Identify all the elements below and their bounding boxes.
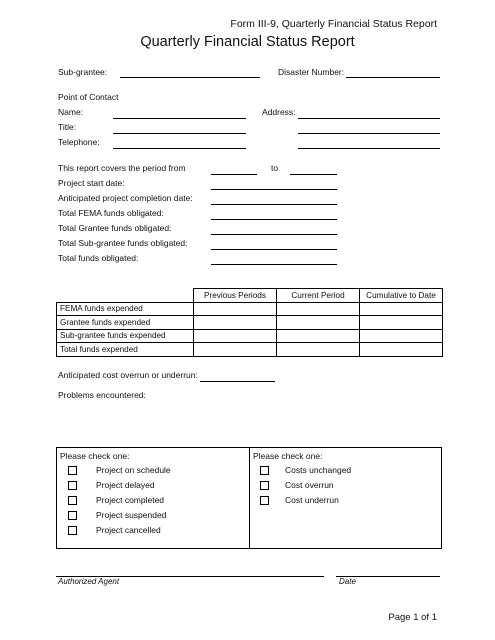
table-cell[interactable] [360, 329, 443, 343]
left-check-heading: Please check one: [60, 451, 130, 461]
table-row [57, 302, 443, 316]
project-start-field[interactable] [211, 179, 337, 190]
funds-expended-table [56, 288, 443, 357]
table-cell[interactable] [194, 343, 277, 357]
completion-date-field[interactable] [211, 194, 337, 205]
table-cell[interactable] [277, 329, 360, 343]
table-cell[interactable] [194, 302, 277, 316]
authorized-agent-label: Authorized Agent [58, 577, 120, 586]
status-checklist [56, 447, 442, 549]
subgrantee-label: Sub-grantee: [58, 67, 108, 77]
cost-overrun-field[interactable] [200, 371, 275, 382]
point-of-contact-heading: Point of Contact [58, 92, 119, 102]
table-cell[interactable] [360, 343, 443, 357]
table-row [57, 316, 443, 330]
table-cell[interactable] [360, 316, 443, 330]
checkbox[interactable] [68, 466, 77, 475]
name-field[interactable] [113, 108, 246, 119]
title-label: Title: [58, 122, 77, 132]
row-label: Total funds expended [57, 343, 194, 357]
total-obligated-label: Total funds obligated: [58, 253, 139, 263]
checkbox[interactable] [68, 511, 77, 520]
address-field-3[interactable] [298, 138, 440, 149]
address-label: Address: [262, 107, 296, 117]
column-header: Cumulative to Date [360, 289, 443, 303]
cost-overrun-label: Anticipated cost overrun or underrun: [58, 370, 198, 380]
subgrantee-obligated-field[interactable] [211, 239, 337, 250]
fema-obligated-field[interactable] [211, 209, 337, 220]
address-field-1[interactable] [298, 108, 440, 119]
report-period-label: This report covers the period from [58, 163, 186, 173]
option-label: Project delayed [96, 480, 155, 490]
option-label: Costs unchanged [285, 465, 352, 475]
row-label: Sub-grantee funds expended [57, 329, 194, 343]
fema-obligated-label: Total FEMA funds obligated: [58, 208, 164, 218]
checkbox[interactable] [260, 481, 269, 490]
telephone-field[interactable] [113, 138, 246, 149]
column-header: Current Period [277, 289, 360, 303]
checkbox[interactable] [260, 466, 269, 475]
title-field[interactable] [113, 123, 246, 134]
date-label: Date [339, 577, 356, 586]
table-cell[interactable] [194, 329, 277, 343]
period-to-field[interactable] [290, 164, 337, 175]
completion-date-label: Anticipated project completion date: [58, 193, 193, 203]
disaster-number-label: Disaster Number: [278, 67, 345, 77]
period-from-field[interactable] [211, 164, 257, 175]
address-field-2[interactable] [298, 123, 440, 134]
checkbox[interactable] [68, 481, 77, 490]
row-label: Grantee funds expended [57, 316, 194, 330]
option-label: Cost overrun [285, 480, 334, 490]
option-label: Project completed [96, 495, 165, 505]
column-header: Previous Periods [194, 289, 277, 303]
checkbox[interactable] [260, 496, 269, 505]
checkbox[interactable] [68, 526, 77, 535]
table-cell[interactable] [360, 302, 443, 316]
page-number: Page 1 of 1 [388, 612, 437, 623]
table-cell[interactable] [277, 316, 360, 330]
checklist-divider [249, 448, 250, 548]
telephone-label: Telephone: [58, 137, 100, 147]
table-row [57, 329, 443, 343]
option-label: Cost underrun [285, 495, 339, 505]
table-cell[interactable] [194, 316, 277, 330]
grantee-obligated-field[interactable] [211, 224, 337, 235]
name-label: Name: [58, 107, 84, 117]
table-corner [57, 289, 194, 303]
subgrantee-obligated-label: Total Sub-grantee funds obligated: [58, 238, 188, 248]
grantee-obligated-label: Total Grantee funds obligated: [58, 223, 172, 233]
disaster-number-field[interactable] [346, 67, 440, 78]
table-header-row [57, 289, 443, 303]
row-label: FEMA funds expended [57, 302, 194, 316]
period-to-label: to [271, 163, 279, 173]
page-title: Quarterly Financial Status Report [140, 34, 355, 50]
subgrantee-field[interactable] [120, 67, 260, 78]
form-identifier: Form III-9, Quarterly Financial Status Report [230, 18, 437, 30]
option-label: Project cancelled [96, 525, 161, 535]
problems-label: Problems encountered: [58, 390, 146, 400]
option-label: Project suspended [96, 510, 167, 520]
total-obligated-field[interactable] [211, 254, 337, 265]
project-start-label: Project start date: [58, 178, 125, 188]
table-cell[interactable] [277, 343, 360, 357]
right-check-heading: Please check one: [253, 451, 323, 461]
checkbox[interactable] [68, 496, 77, 505]
option-label: Project on schedule [96, 465, 171, 475]
table-cell[interactable] [277, 302, 360, 316]
table-row [57, 343, 443, 357]
